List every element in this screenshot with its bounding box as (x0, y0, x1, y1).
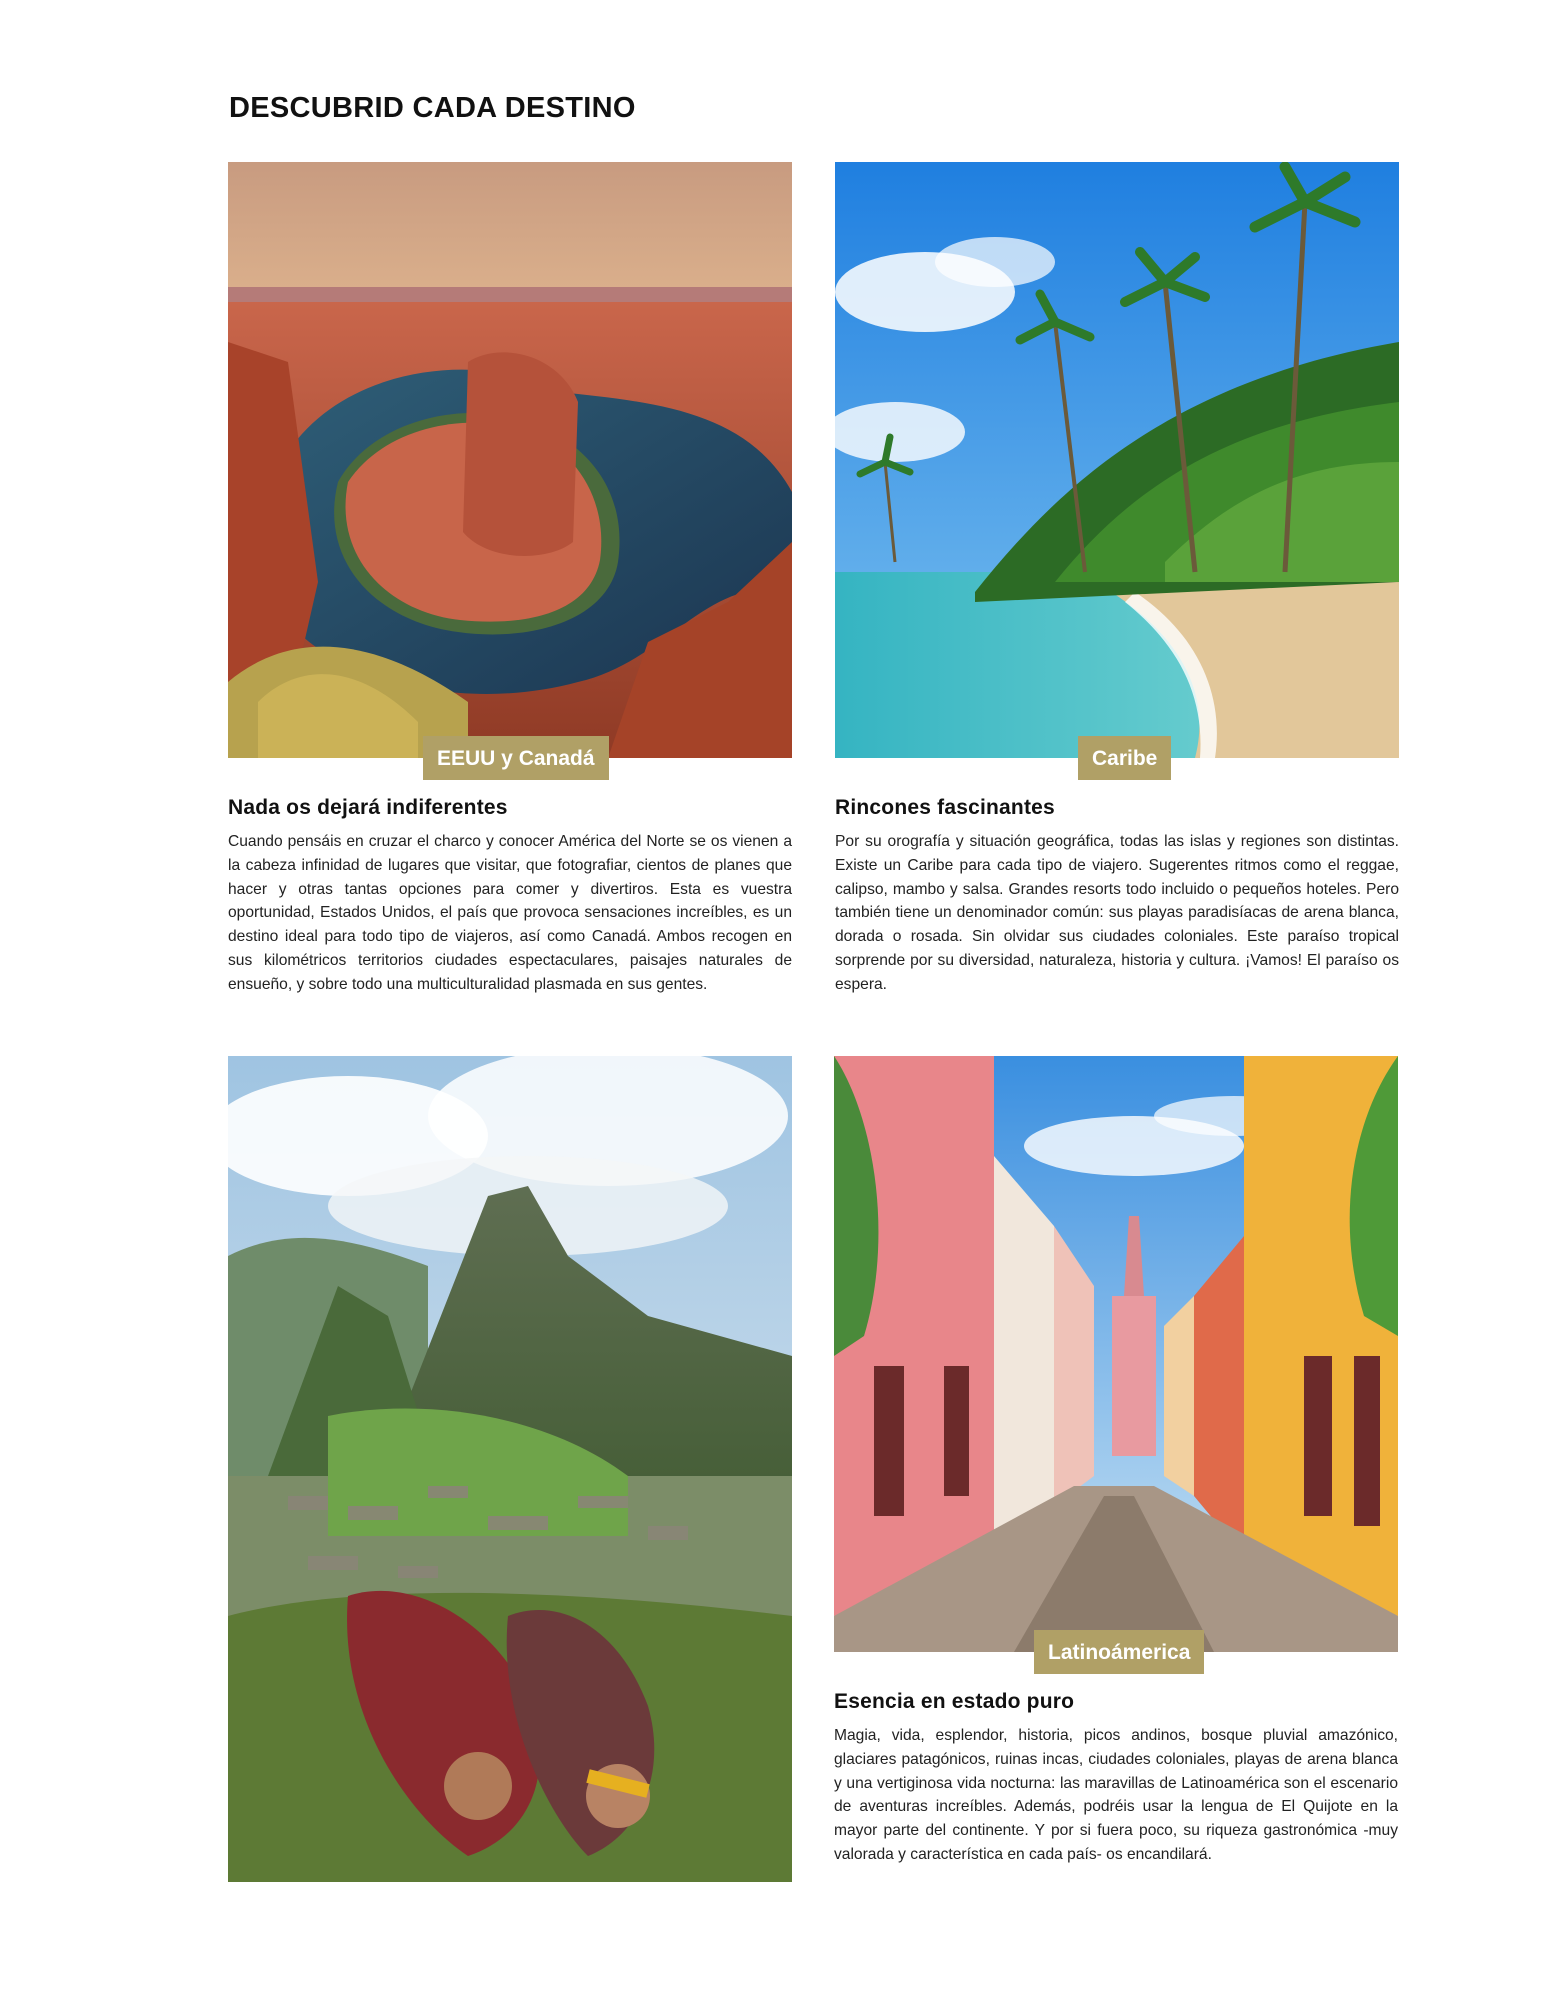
machu-picchu-photo (228, 1056, 792, 1882)
caribbean-beach-photo (835, 162, 1399, 758)
destination-card-usa-canada (228, 162, 792, 997)
destination-heading: Rincones fascinantes (835, 796, 1055, 819)
colonial-street-photo (834, 1056, 1398, 1652)
page-title: DESCUBRID CADA DESTINO (229, 92, 636, 124)
destination-description: Cuando pensáis en cruzar el charco y conocer América del Norte se os vienen a la cabeza infinidad de lugares que visitar, que fotografiar, cientos de planes que hacer y otras tantas opciones para comer y divertiros. Esta es vuestra oportunidad, Estados Unidos, el país que provoca sensaciones increíbles, es un destino ideal para todo tipo de viajeros, así como Canadá. Ambos recogen en sus kilométricos territorios ciudades espectaculares, paisajes naturales de ensueño, y sobre todo una multiculturalidad plasmada en sus gentes. (228, 833, 792, 993)
destination-heading: Esencia en estado puro (834, 1690, 1075, 1713)
destination-card-machu-picchu (228, 1056, 792, 1882)
destination-badge: EEUU y Canadá (423, 736, 609, 780)
destination-description: Magia, vida, esplendor, historia, picos andinos, bosque pluvial amazónico, glaciares patagónicos, ruinas incas, ciudades coloniales, playas de arena blanca y una vertiginosa vida nocturna: las maravillas de Latinoamérica son el escenario de aventuras increíbles. Además, podréis usar la lengua de El Quijote en la mayor parte del continente. Y por si fuera poco, su riqueza gastronómica -muy valorada y característica en cada país- os encandilará. (834, 1727, 1398, 1863)
destination-card-latinoamerica (834, 1056, 1398, 1867)
destination-card-caribe (835, 162, 1399, 997)
destination-description: Por su orografía y situación geográfica, todas las islas y regiones son distintas. Existe un Caribe para cada tipo de viajero. Sugerentes ritmos como el reggae, calipso, mambo y salsa. Grandes resorts todo incluido o pequeños hoteles. Pero también tiene un denominador común: sus playas paradisíacas de arena blanca, dorada o rosada. Sin olvidar sus ciudades coloniales. Este paraíso tropical sorprende por su diversidad, naturaleza, historia y cultura. ¡Vamos! El paraíso os espera. (835, 833, 1399, 993)
horseshoe-canyon-photo (228, 162, 792, 758)
destination-badge: Caribe (1078, 736, 1171, 780)
destination-heading: Nada os dejará indiferentes (228, 796, 508, 819)
destination-badge: Latinoámerica (1034, 1630, 1204, 1674)
